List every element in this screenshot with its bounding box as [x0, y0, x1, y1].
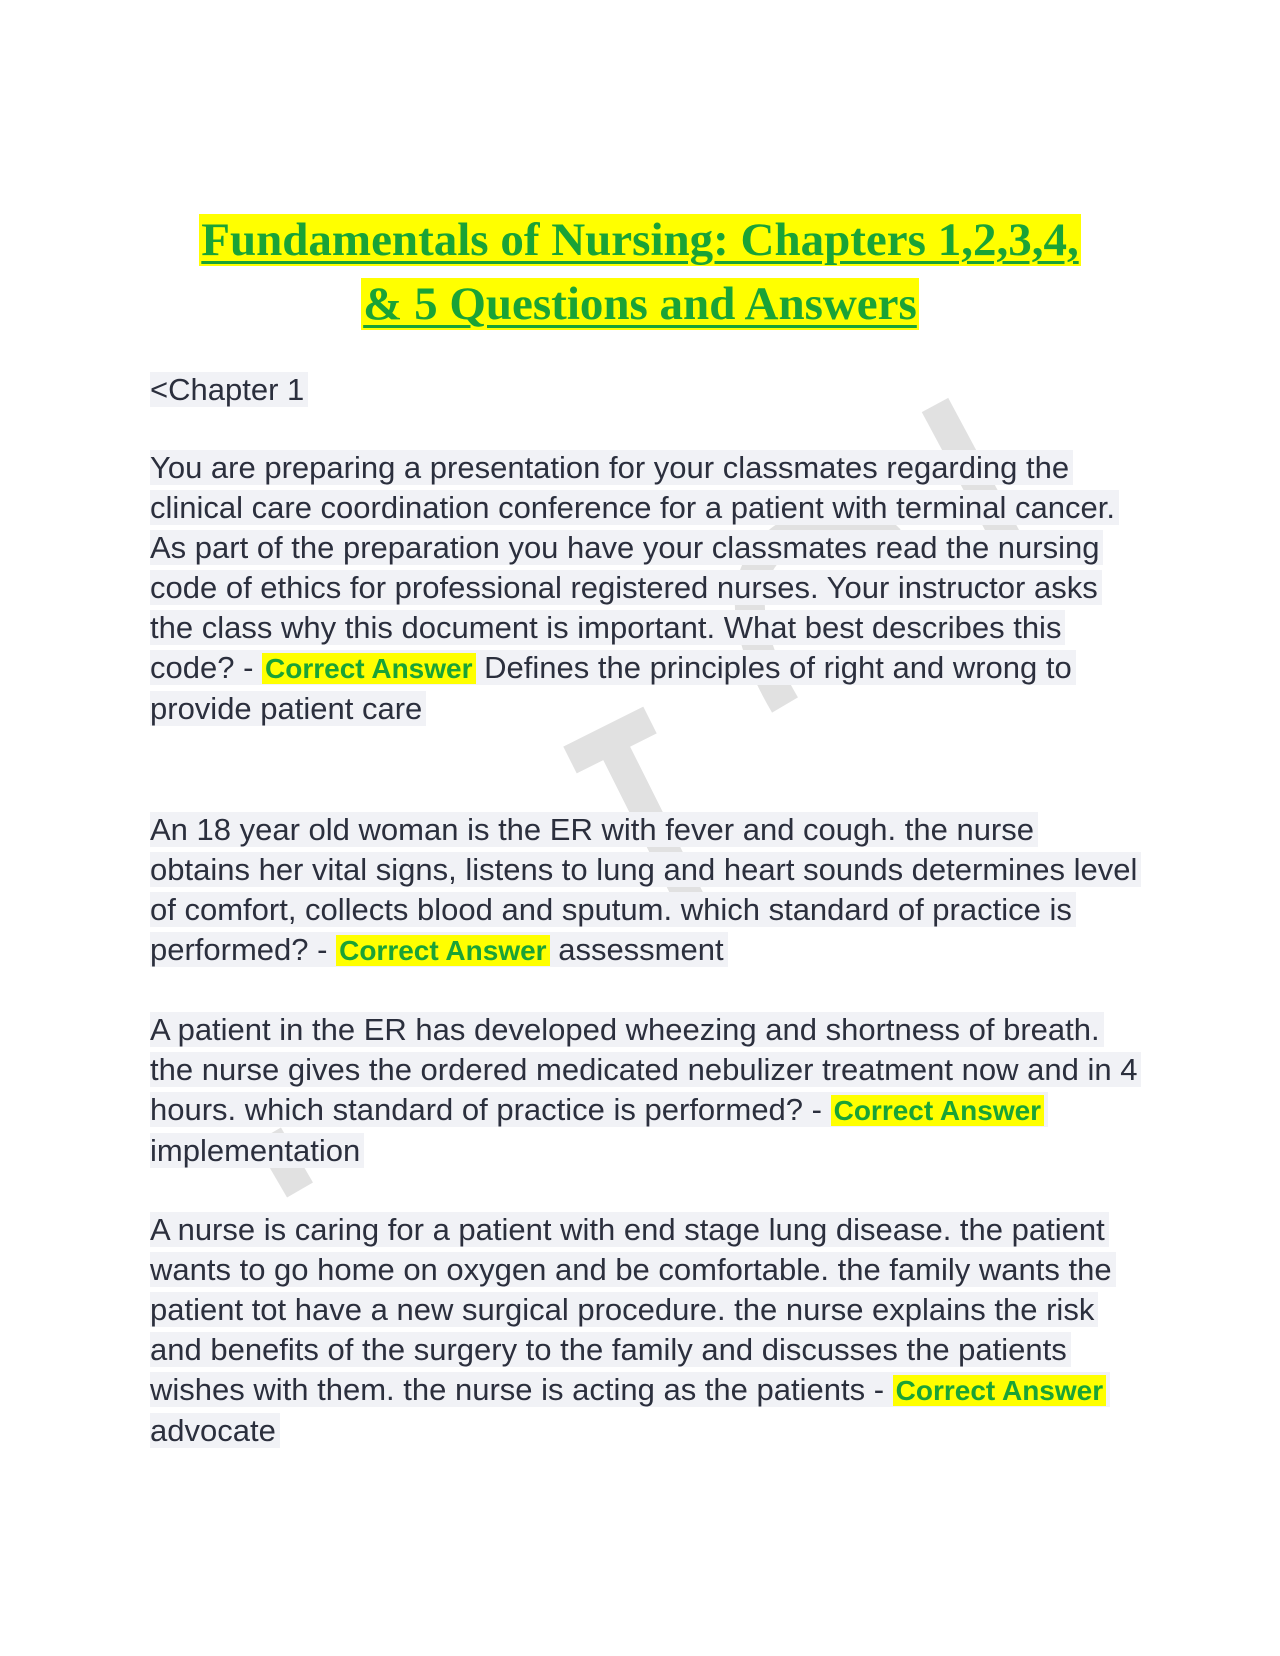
document-title	[150, 208, 1130, 336]
question-item	[150, 1010, 1140, 1171]
question-text: An 18 year old woman is the ER with fever and cough. the nurse obtains her vital signs, listens to lung and heart sounds determines level of comfort, collects blood and sputum. which standard of practice is performed? -	[150, 812, 1138, 967]
question-item	[150, 810, 1140, 971]
chapter-label: <Chapter 1	[150, 372, 308, 407]
question-text: A nurse is caring for a patient with end stage lung disease. the patient wants to go home on oxygen and be comfortable. the family wants the patient tot have a new surgical procedure. the nurse explains the risk and benefits of the surgery to the family and discusses the patients wishes with them. the nurse is acting as the patients -	[150, 1212, 1112, 1407]
chapter-heading	[150, 370, 1140, 410]
correct-answer-label: Correct Answer	[831, 1095, 1044, 1126]
answer-text: assessment	[558, 932, 724, 967]
question-item	[150, 1210, 1140, 1451]
correct-answer-label: Correct Answer	[893, 1375, 1106, 1406]
correct-answer-label: Correct Answer	[336, 935, 549, 966]
correct-answer-label: Correct Answer	[262, 653, 475, 684]
question-text: You are preparing a presentation for your classmates regarding the clinical care coordination conference for a patient with terminal cancer. As part of the preparation you have your classmates read the nursing code of ethics for professional registered nurses. Your instructor asks the class why this document is important. What best describes this code? -	[150, 450, 1115, 685]
answer-text: Defines the principles of right and wrong to provide patient care	[150, 650, 1072, 726]
question-text: A patient in the ER has developed wheezing and shortness of breath. the nurse gives the ordered medicated nebulizer treatment now and in 4 hours. which standard of practice is performed? -	[150, 1012, 1138, 1127]
answer-text: implementation	[150, 1133, 361, 1168]
question-item	[150, 448, 1140, 729]
title-line-1: Fundamentals of Nursing: Chapters 1,2,3,4,	[201, 214, 1079, 266]
answer-text: advocate	[150, 1413, 276, 1448]
title-line-2: & 5 Questions and Answers	[363, 278, 917, 330]
